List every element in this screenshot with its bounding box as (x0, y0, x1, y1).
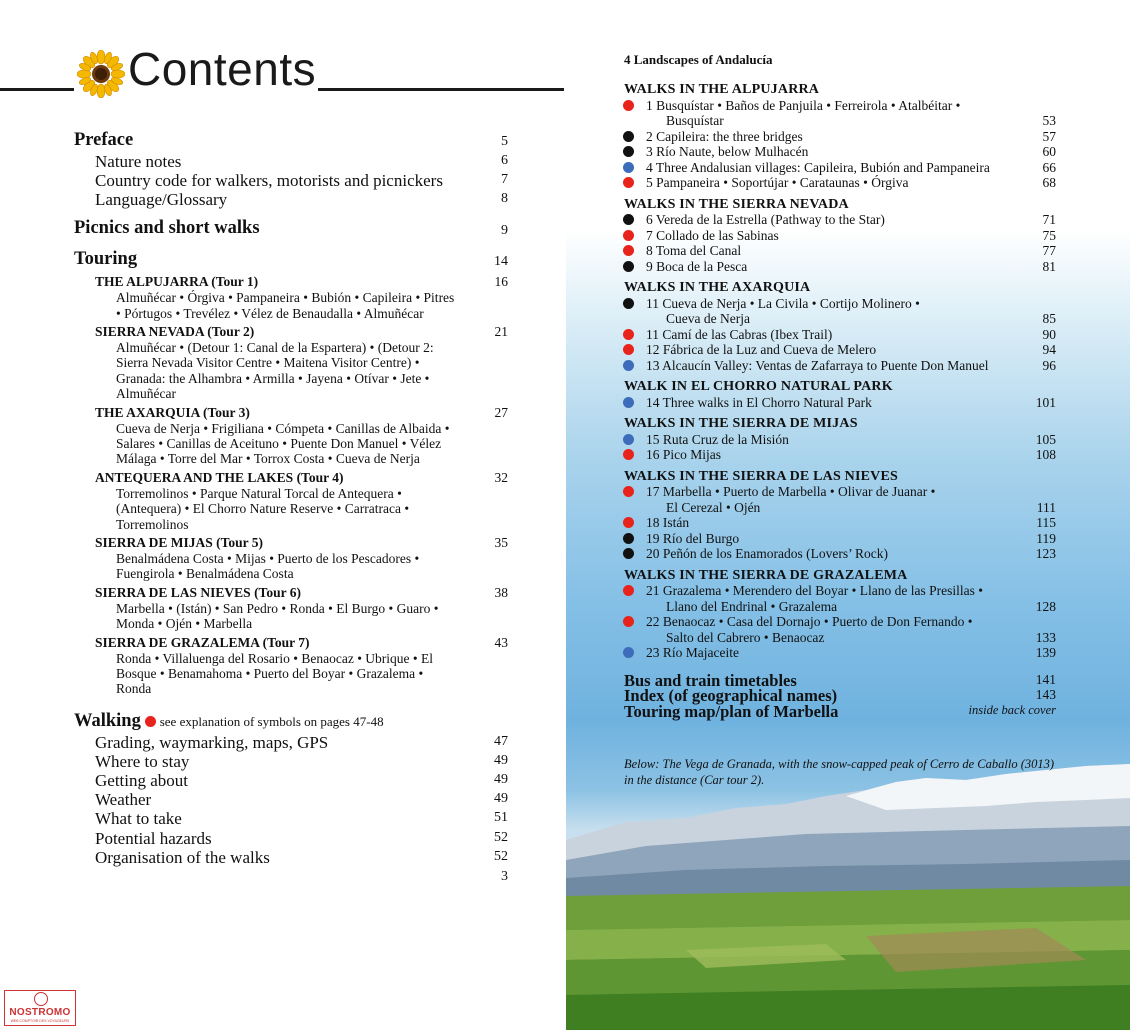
walk-page-number: 57 (1042, 128, 1056, 144)
blue-dot-icon (623, 434, 634, 445)
toc-page-number: 7 (501, 172, 508, 188)
toc-page-number: 52 (494, 848, 508, 864)
walk-page-number: 77 (1042, 243, 1056, 258)
walk-page-number: 90 (1042, 326, 1056, 342)
red-dot-icon (623, 329, 634, 340)
walk-item (624, 144, 1056, 160)
walk-page-number: 108 (1035, 447, 1056, 462)
toc-tour-label: THE ALPUJARRA (95, 274, 212, 290)
blue-dot-icon (623, 360, 634, 371)
red-dot-icon (623, 616, 634, 627)
walk-item (624, 160, 1056, 176)
toc-page-number: 32 (494, 469, 508, 485)
walk-item (624, 98, 1056, 129)
walk-title: 11 Cueva de Nerja • La Civila • Cortijo Molinero • (646, 295, 920, 311)
black-dot-icon (623, 261, 634, 272)
walk-item (624, 515, 1056, 531)
sunflower-icon (77, 50, 125, 98)
toc-tour-label: ANTEQUERA AND THE LAKES (95, 469, 297, 485)
toc-section (74, 130, 508, 152)
globe-icon (34, 992, 48, 1006)
walk-title: 9 Boca de la Pesca (646, 258, 748, 274)
walk-page-number: 101 (1035, 394, 1056, 410)
toc-tour-number: (Tour 2) (207, 323, 255, 339)
walk-item (624, 484, 1056, 515)
toc-item (74, 733, 508, 752)
back-matter-page: inside back cover (968, 702, 1056, 717)
toc-page-number: 38 (494, 584, 508, 600)
black-dot-icon (623, 533, 634, 544)
back-matter-item (624, 701, 1056, 721)
toc-page-number: 43 (494, 634, 508, 650)
walk-title: 1 Busquístar • Baños de Panjuila • Ferreirola • Atalbéitar • (646, 97, 961, 113)
walk-page-number: 123 (1035, 546, 1056, 561)
toc-tour-number: (Tour 3) (203, 404, 250, 420)
toc-section-label: Touring (74, 249, 138, 270)
walk-item (624, 129, 1056, 145)
walk-item (624, 447, 1056, 463)
back-matter-label: Bus and train timetables (624, 670, 797, 690)
toc-section (74, 218, 508, 240)
walk-title: 23 Río Majaceite (646, 645, 739, 660)
photo-caption: Below: The Vega de Granada, with the snow-capped peak of Cerro de Caballo (3013) in the distance (Car tour 2). (624, 757, 1055, 787)
walk-title: 17 Marbella • Puerto de Marbella • Olivar de Juanar • (646, 484, 936, 499)
walk-page-number: 53 (1042, 113, 1056, 128)
red-dot-icon (623, 449, 634, 460)
toc-page-number: 14 (494, 253, 508, 269)
toc-section-label: Preface (74, 130, 134, 150)
walking-symbols-note: see explanation of symbols on pages 47-48 (156, 713, 384, 729)
toc-walking-section (74, 711, 508, 733)
walk-title: 4 Three Andalusian villages: Capileira, Bubión and Pampaneira (646, 159, 990, 175)
toc-item (74, 809, 508, 828)
toc-tour-description: Torremolinos • Parque Natural Torcal de Antequera • (Antequera) • El Chorro Nature Reserve • Carratraca • Torremolinos (116, 485, 410, 532)
walk-title: 14 Three walks in El Chorro Natural Park (646, 394, 872, 410)
toc-page-number: 21 (494, 323, 508, 339)
toc-tour-label: SIERRA DE MIJAS (95, 534, 217, 550)
black-dot-icon (623, 131, 634, 142)
toc-page-number: 49 (494, 772, 508, 788)
walk-title: 11 Camí de las Cabras (Ibex Trail) (646, 326, 833, 342)
red-dot-icon (623, 344, 634, 355)
walk-page-number: 139 (1035, 645, 1056, 660)
toc-tour-number: (Tour 4) (296, 469, 344, 485)
table-of-contents (74, 130, 508, 886)
walk-item (624, 296, 1056, 327)
red-dot-icon (623, 245, 634, 256)
toc-page-number: 49 (494, 791, 508, 807)
black-dot-icon (623, 214, 634, 225)
walk-item (624, 228, 1056, 244)
toc-tour-number: (Tour 7) (262, 634, 310, 650)
walk-item (624, 531, 1056, 547)
red-dot-icon (623, 177, 634, 188)
logo-name: NOSTROMO (9, 1007, 71, 1018)
walk-title: 13 Alcaucín Valley: Ventas de Zafarraya to Puente Don Manuel (646, 357, 989, 373)
toc-page-number: 52 (494, 829, 508, 845)
toc-item (74, 829, 508, 848)
title-rule-left (0, 88, 74, 91)
walk-title: 16 Pico Mijas (646, 447, 722, 462)
walk-title: 3 Río Naute, below Mulhacén (646, 144, 809, 159)
walk-group-title: WALK IN EL CHORRO NATURAL PARK (624, 379, 893, 394)
toc-item-label: Weather (95, 790, 152, 810)
contents-title: Contents (128, 43, 317, 95)
back-matter-page: 141 (1035, 671, 1056, 687)
back-matter-page: 143 (1035, 687, 1056, 702)
toc-tour (74, 585, 508, 601)
walk-title: 6 Vereda de la Estrella (Pathway to the Star) (646, 212, 885, 227)
walk-item (624, 358, 1056, 374)
walk-item (624, 342, 1056, 358)
toc-item-label: Where to stay (95, 751, 190, 771)
walk-item (624, 432, 1056, 448)
walk-page-number: 81 (1042, 258, 1056, 274)
walk-group-title: WALKS IN THE SIERRA DE GRAZALEMA (624, 567, 908, 583)
toc-page-number: 35 (494, 534, 508, 550)
red-dot-icon (623, 585, 634, 596)
title-rule-right (318, 88, 564, 91)
red-dot-icon (145, 716, 156, 727)
toc-item (74, 752, 508, 771)
walk-title: 7 Collado de las Sabinas (646, 227, 779, 243)
walk-title: 2 Capileira: the three bridges (646, 128, 803, 144)
walk-page-number: 71 (1042, 212, 1056, 227)
toc-item (74, 848, 508, 867)
black-dot-icon (623, 146, 634, 157)
walk-title-continued: Cueva de Nerja (666, 311, 750, 326)
walk-title: 20 Peñón de los Enamorados (Lovers’ Rock) (646, 546, 888, 561)
black-dot-icon (623, 548, 634, 559)
toc-item (74, 171, 508, 190)
walk-title: 18 Istán (646, 515, 690, 530)
toc-page-number: 6 (501, 152, 508, 168)
toc-tour-description: Almuñécar • (Detour 1: Canal de la Espartera) • (Detour 2: Sierra Nevada Visitor Centre • Maitena Visitor Centre) • Granada: the Alhambra • Armilla • Jayena • Otívar • Jete • Almuñécar (116, 339, 434, 402)
walk-page-number: 105 (1035, 431, 1056, 447)
toc-item (74, 771, 508, 790)
toc-item-label: Grading, waymarking, maps, GPS (95, 732, 329, 752)
toc-tour (74, 274, 508, 290)
red-dot-icon (623, 517, 634, 528)
walk-item (624, 583, 1056, 614)
walk-page-number: 119 (1036, 530, 1056, 546)
walk-page-number: 85 (1042, 311, 1056, 326)
walk-item (624, 645, 1056, 661)
walk-title-continued: El Cerezal • Ojén (666, 499, 761, 515)
walk-title-continued: Llano del Endrinal • Grazalema (666, 598, 838, 614)
walk-group-title: WALKS IN THE AXARQUIA (624, 280, 811, 295)
walk-page-number: 115 (1036, 515, 1056, 530)
walk-group-title: WALKS IN THE SIERRA NEVADA (624, 196, 849, 212)
toc-section-label: Picnics and short walks (74, 218, 260, 239)
toc-item-label: Nature notes (95, 151, 182, 171)
toc-page-number: 5 (501, 134, 508, 150)
toc-tour (74, 470, 508, 486)
walk-item (624, 243, 1056, 259)
walk-title: 21 Grazalema • Merendero del Boyar • Llano de las Presillas • (646, 583, 983, 598)
toc-tour-description: Cueva de Nerja • Frigiliana • Cómpeta • Canillas de Albaida • Salares • Canillas de Aceituno • Puente Don Manuel • Vélez Málaga • Torre del Mar • Torrox Costa • Cueva de Nerja (116, 420, 450, 467)
walk-page-number: 128 (1035, 598, 1056, 614)
toc-page-number: 8 (501, 191, 508, 207)
red-dot-icon (623, 100, 634, 111)
walk-item (624, 614, 1056, 645)
walk-item (624, 546, 1056, 562)
toc-tour-number: (Tour 5) (216, 534, 264, 550)
walk-page-number: 66 (1042, 159, 1056, 175)
toc-tour (74, 535, 508, 551)
walk-group-title: WALKS IN THE SIERRA DE LAS NIEVES (624, 468, 898, 484)
red-dot-icon (623, 230, 634, 241)
walk-title: 8 Toma del Canal (646, 243, 742, 258)
toc-item-label: Country code for walkers, motorists and picnickers (95, 171, 443, 191)
walks-list (624, 76, 1056, 719)
back-matter-label: Touring map/plan of Marbella (624, 701, 839, 721)
toc-tour-number: (Tour 1) (211, 274, 259, 290)
blue-dot-icon (623, 647, 634, 658)
toc-page-number: 9 (501, 222, 508, 238)
toc-section-label: Walking (74, 710, 146, 731)
walk-group-title: WALKS IN THE SIERRA DE MIJAS (624, 416, 858, 431)
walk-page-number: 75 (1042, 227, 1056, 243)
toc-item-label: Organisation of the walks (95, 847, 270, 867)
toc-tour-label: THE AXARQUIA (95, 404, 204, 420)
toc-tour (74, 635, 508, 651)
walk-item (624, 395, 1056, 411)
toc-page-number: 27 (494, 404, 508, 420)
walk-title: 19 Río del Burgo (646, 530, 740, 546)
toc-item-label: What to take (95, 809, 182, 829)
toc-tour (74, 324, 508, 340)
toc-item (74, 190, 508, 209)
walk-page-number: 133 (1035, 629, 1056, 645)
walk-group-title: WALKS IN THE ALPUJARRA (624, 82, 820, 97)
toc-item (74, 790, 508, 809)
logo-subtitle: WEB COMPTOIR DES VOYAGEURS (10, 1019, 70, 1023)
right-page (566, 0, 1130, 1030)
page-header: 4 Landscapes of Andalucía (624, 52, 773, 67)
toc-tour (74, 405, 508, 421)
toc-page-number: 47 (494, 733, 508, 749)
toc-tour-description: Marbella • (Istán) • San Pedro • Ronda • El Burgo • Guaro • Monda • Ojén • Marbella (116, 600, 439, 632)
landscape-photo (566, 760, 1130, 1030)
toc-tour-description: Almuñécar • Órgiva • Pampaneira • Bubión • Capileira • Pitres • Pórtugos • Trevélez • Vélez de Benaudalla • Almuñécar (116, 290, 455, 321)
toc-item (74, 152, 508, 171)
toc-tour-description: Benalmádena Costa • Mijas • Puerto de los Pescadores • Fuengirola • Benalmádena Costa (116, 550, 420, 582)
toc-tour-number: (Tour 6) (254, 584, 301, 600)
walk-title: 12 Fábrica de la Luz and Cueva de Melero (646, 342, 877, 357)
black-dot-icon (623, 298, 634, 309)
walk-page-number: 111 (1036, 499, 1056, 515)
walk-page-number: 94 (1042, 342, 1056, 357)
toc-item-label: Getting about (95, 771, 189, 791)
walk-title: 22 Benaocaz • Casa del Dornajo • Puerto de Don Fernando • (646, 614, 973, 629)
toc-tour-label: SIERRA DE LAS NIEVES (95, 584, 255, 600)
walk-title: 15 Ruta Cruz de la Misión (646, 431, 789, 447)
toc-tour-label: SIERRA NEVADA (95, 323, 208, 339)
folio-number: 3 (501, 869, 508, 885)
walk-title-continued: Busquístar (666, 113, 724, 128)
toc-page-number: 49 (494, 752, 508, 768)
toc-item-label: Potential hazards (95, 828, 212, 848)
blue-dot-icon (623, 397, 634, 408)
toc-page-number: 51 (494, 810, 508, 826)
red-dot-icon (623, 486, 634, 497)
walk-title-continued: Salto del Cabrero • Benaocaz (666, 629, 825, 645)
walk-item (624, 327, 1056, 343)
walk-item (624, 175, 1056, 191)
toc-tour-description: Ronda • Villaluenga del Rosario • Benaocaz • Ubrique • El Bosque • Benamahoma • Puerto del Boyar • Grazalema • Ronda (116, 650, 434, 697)
blue-dot-icon (623, 162, 634, 173)
walk-item (624, 212, 1056, 228)
walk-page-number: 68 (1042, 175, 1056, 190)
toc-tour-label: SIERRA DE GRAZALEMA (95, 634, 263, 650)
back-matter-label: Index (of geographical names) (624, 686, 838, 705)
toc-section (74, 249, 508, 271)
publisher-logo (4, 990, 76, 1026)
toc-page-number: 16 (494, 274, 508, 290)
walk-page-number: 96 (1042, 357, 1056, 373)
walk-item (624, 259, 1056, 275)
walk-page-number: 60 (1042, 144, 1056, 159)
toc-item-label: Language/Glossary (95, 190, 228, 210)
title-row (0, 44, 566, 108)
walk-title: 5 Pampaneira • Soportújar • Carataunas • Órgiva (646, 175, 909, 190)
